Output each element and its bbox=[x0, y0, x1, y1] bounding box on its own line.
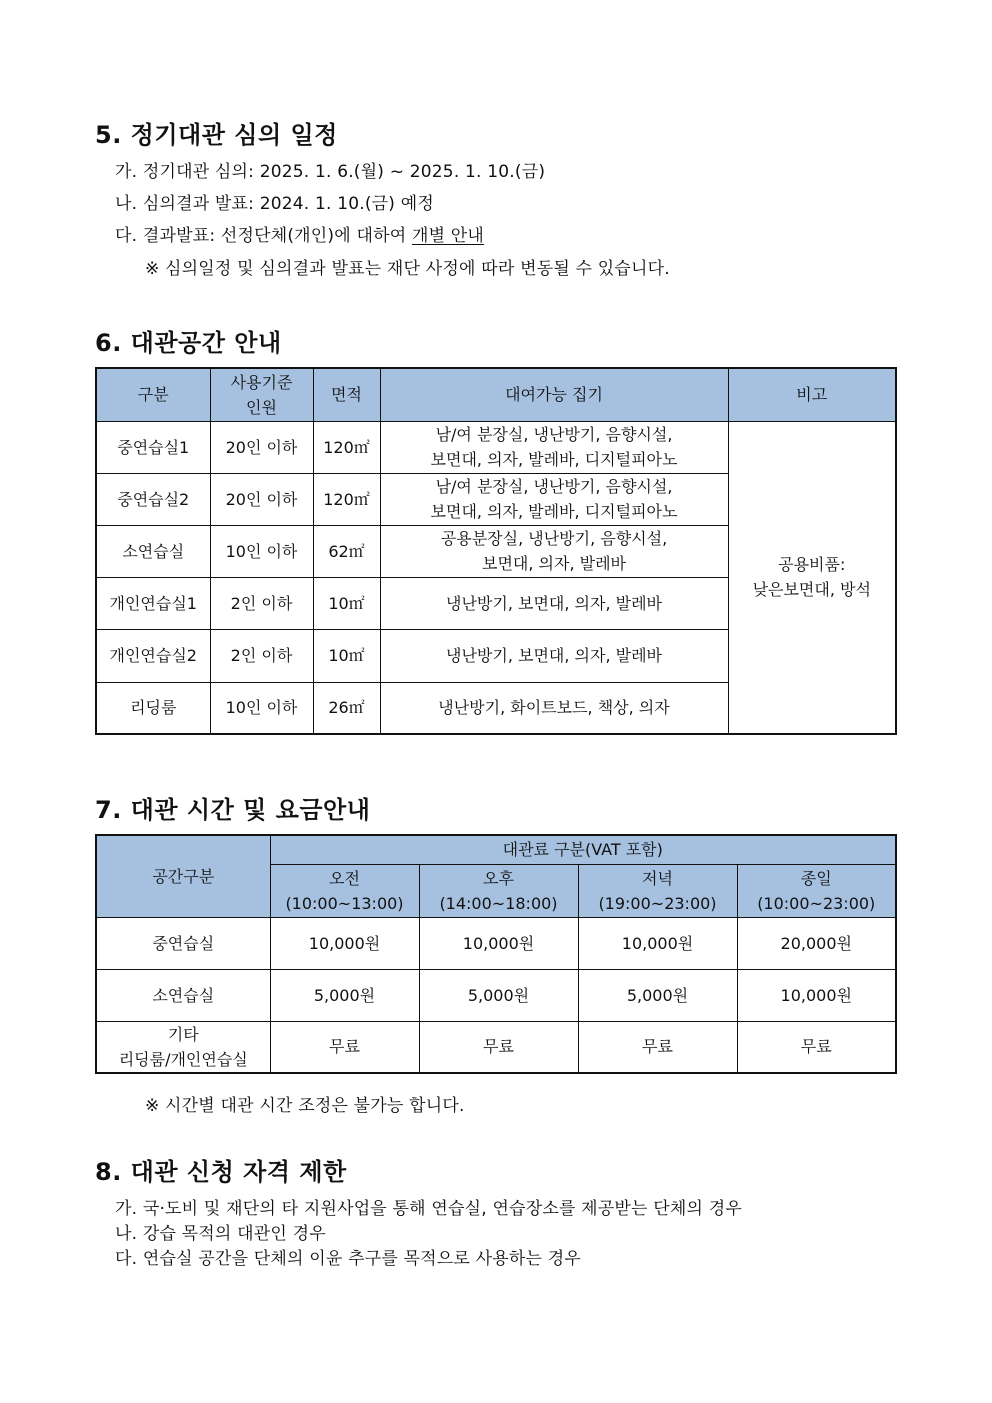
row-equipment-line1: 남/여 분장실, 냉난방기, 음향시설, bbox=[435, 477, 673, 496]
row-equipment bbox=[380, 473, 728, 525]
row-equipment-line2: 보면대, 의자, 발레바 bbox=[482, 554, 626, 573]
header-area: 면적 bbox=[313, 368, 380, 421]
row-capacity: 20인 이하 bbox=[210, 421, 313, 473]
row-area: 120㎡ bbox=[313, 421, 380, 473]
fee-cell: 무료 bbox=[270, 1021, 419, 1073]
sec5-item-c bbox=[115, 221, 484, 246]
row-space-line1: 기타 bbox=[167, 1024, 199, 1044]
row-equipment: 냉난방기, 보면대, 의자, 발레바 bbox=[380, 629, 728, 682]
row-area: 62㎡ bbox=[313, 525, 380, 577]
header-type: 구분 bbox=[96, 368, 210, 421]
fee-cell: 20,000원 bbox=[737, 917, 896, 969]
header-remark: 비고 bbox=[728, 368, 896, 421]
row-equipment bbox=[380, 421, 728, 473]
row-area: 10㎡ bbox=[313, 577, 380, 629]
fee-cell: 무료 bbox=[578, 1021, 737, 1073]
fee-cell: 무료 bbox=[737, 1021, 896, 1073]
header-period-evening bbox=[578, 864, 737, 917]
sec8-item-c: 다. 연습실 공간을 단체의 이윤 추구를 목적으로 사용하는 경우 bbox=[115, 1249, 581, 1269]
space-table-header bbox=[96, 368, 896, 421]
period-time: (10:00~13:00) bbox=[285, 893, 404, 913]
fee-cell: 10,000원 bbox=[419, 917, 578, 969]
period-name: 오후 bbox=[483, 868, 514, 888]
table-row bbox=[96, 421, 896, 473]
remark-line2: 낮은보면대, 방석 bbox=[752, 580, 871, 600]
header-capacity-line2: 인원 bbox=[246, 397, 277, 417]
row-equipment-line2: 보면대, 의자, 발레바, 디지털피아노 bbox=[430, 450, 678, 469]
section-6-title: 6. 대관공간 안내 bbox=[95, 329, 282, 357]
row-space bbox=[96, 1021, 270, 1073]
section-5-title: 5. 정기대관 심의 일정 bbox=[95, 121, 338, 149]
row-type: 개인연습실1 bbox=[96, 577, 210, 629]
sec5-note: ※ 심의일정 및 심의결과 발표는 재단 사정에 따라 변동될 수 있습니다. bbox=[145, 259, 670, 279]
row-capacity: 10인 이하 bbox=[210, 682, 313, 734]
row-space: 중연습실 bbox=[96, 917, 270, 969]
sec5-item-c-text: 다. 결과발표: 선정단체(개인)에 대하여 bbox=[115, 226, 412, 246]
header-capacity-line1: 사용기준 bbox=[230, 372, 293, 392]
row-capacity: 2인 이하 bbox=[210, 629, 313, 682]
section-8-title: 8. 대관 신청 자격 제한 bbox=[95, 1158, 347, 1186]
remark-cell bbox=[728, 421, 896, 734]
row-capacity: 2인 이하 bbox=[210, 577, 313, 629]
fee-cell: 10,000원 bbox=[270, 917, 419, 969]
fee-cell: 무료 bbox=[419, 1021, 578, 1073]
header-fee-group: 대관료 구분(VAT 포함) bbox=[270, 835, 896, 864]
period-name: 종일 bbox=[800, 868, 832, 888]
fee-cell: 10,000원 bbox=[737, 969, 896, 1021]
row-area: 120㎡ bbox=[313, 473, 380, 525]
period-name: 오전 bbox=[329, 868, 360, 888]
table-row bbox=[96, 917, 896, 969]
fee-table bbox=[95, 834, 897, 1074]
period-time: (10:00~23:00) bbox=[757, 893, 876, 913]
header-space: 공간구분 bbox=[96, 835, 270, 917]
row-equipment-line1: 공용분장실, 냉난방기, 음향시설, bbox=[440, 529, 668, 548]
table-row bbox=[96, 969, 896, 1021]
header-equipment: 대여가능 집기 bbox=[380, 368, 728, 421]
row-area: 26㎡ bbox=[313, 682, 380, 734]
row-type: 소연습실 bbox=[96, 525, 210, 577]
sec5-item-c-underlined: 개별 안내 bbox=[411, 226, 485, 246]
row-equipment-line2: 보면대, 의자, 발레바, 디지털피아노 bbox=[430, 502, 678, 521]
table-row bbox=[96, 1021, 896, 1073]
row-type: 중연습실2 bbox=[96, 473, 210, 525]
sec8-item-b: 나. 강습 목적의 대관인 경우 bbox=[115, 1224, 326, 1244]
section-7-title: 7. 대관 시간 및 요금안내 bbox=[95, 796, 371, 824]
period-name: 저녁 bbox=[642, 868, 673, 888]
row-capacity: 10인 이하 bbox=[210, 525, 313, 577]
row-equipment-line1: 남/여 분장실, 냉난방기, 음향시설, bbox=[435, 425, 673, 444]
row-type: 리딩룸 bbox=[96, 682, 210, 734]
header-period-afternoon bbox=[419, 864, 578, 917]
sec5-item-a: 가. 정기대관 심의: 2025. 1. 6.(월) ~ 2025. 1. 10.(금) bbox=[115, 162, 546, 182]
row-space-line2: 리딩룸/개인연습실 bbox=[118, 1049, 248, 1069]
sec7-note: ※ 시간별 대관 시간 조정은 불가능 합니다. bbox=[145, 1096, 465, 1116]
period-time: (14:00~18:00) bbox=[439, 893, 558, 913]
fee-cell: 5,000원 bbox=[419, 969, 578, 1021]
fee-cell: 10,000원 bbox=[578, 917, 737, 969]
header-capacity bbox=[210, 368, 313, 421]
sec5-item-b: 나. 심의결과 발표: 2024. 1. 10.(금) 예정 bbox=[115, 194, 434, 214]
fee-table-header-top bbox=[96, 835, 896, 864]
header-period-morning bbox=[270, 864, 419, 917]
fee-cell: 5,000원 bbox=[578, 969, 737, 1021]
row-capacity: 20인 이하 bbox=[210, 473, 313, 525]
remark-line1: 공용비품: bbox=[778, 555, 846, 575]
sec8-item-a: 가. 국·도비 및 재단의 타 지원사업을 통해 연습실, 연습장소를 제공받는 단체의 경우 bbox=[115, 1199, 742, 1219]
row-type: 개인연습실2 bbox=[96, 629, 210, 682]
row-type: 중연습실1 bbox=[96, 421, 210, 473]
row-equipment: 냉난방기, 보면대, 의자, 발레바 bbox=[380, 577, 728, 629]
row-space: 소연습실 bbox=[96, 969, 270, 1021]
fee-cell: 5,000원 bbox=[270, 969, 419, 1021]
row-equipment bbox=[380, 525, 728, 577]
space-table bbox=[95, 367, 897, 735]
row-area: 10㎡ bbox=[313, 629, 380, 682]
period-time: (19:00~23:00) bbox=[598, 893, 717, 913]
header-period-allday bbox=[737, 864, 896, 917]
row-equipment: 냉난방기, 화이트보드, 책상, 의자 bbox=[380, 682, 728, 734]
